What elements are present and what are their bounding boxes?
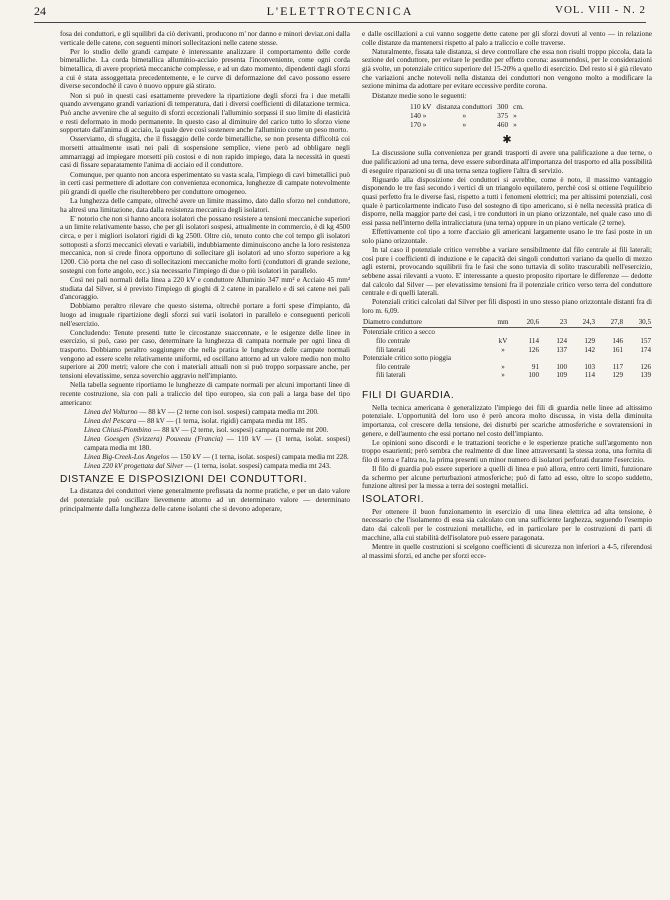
label-cell: distanza conduttori [436, 102, 493, 112]
row-label: fili laterali [376, 345, 406, 354]
row-label: filo centrale [376, 362, 411, 371]
table-cell: 103 [584, 362, 595, 371]
line-name: Linea del Volturno [84, 407, 138, 416]
section-separator-icon: ✱ [502, 133, 512, 146]
paragraph: Effettivamente col tipo a torre d'acciaio gli americani largamente usano le tre fasi poste in un solo piano orizzontale. [362, 228, 652, 245]
table-cell: 129 [584, 336, 595, 345]
critical-potential-table [362, 318, 652, 380]
right-column [362, 30, 652, 561]
table-cell: 157 [640, 336, 651, 345]
diam-value: 23 [540, 318, 568, 328]
table-cell: 124 [556, 336, 567, 345]
paragraph: Distanze medie sono le seguenti: [372, 91, 467, 100]
paragraph: Riguardo alla disposizione dei conduttori si avrebbe, come è noto, il massimo vantaggio disponendo le tre fasi secondo i vertici di un triangolo equilatero, perchè così si ottiene l'equilibrio quasi perfetto fra le diverse fasi, rispetto a tutti i fenomeni elettrici; ma per altissimi potenziali, così quale è particolarmente indicato l'uso del sostegno di tipo americano, si è nella necessità pratica di disporre, nella maggior parte dei casi, i tre conduttori in un piano orizzontale, nel quale caso uno di essi passa nell'interno della intralicciatura (una terna) oppure in un piano verticale (2 terne). [362, 175, 652, 228]
line-detail: — 150 kV — (1 terna, isolat. sospesi) campata media mt 228. [169, 453, 349, 461]
paragraph: Così nei pali normali della linea a 220 kV e conduttore Alluminio 347 mm² e Acciaio 45 mm² studiata dal Silver, si è previsto l'impiego di gioghi di 2 catene in parallelo e di sei catene nei pali d'ancoraggio. [60, 275, 350, 302]
table-cell: 100 [528, 371, 539, 380]
paragraph: Mentre in quelle costruzioni si scelgono coefficienti di sicurezza non inferiori a 4-5, riferendosi al massimi sforzi, ed anche per sforzi ecce- [362, 542, 652, 560]
line-item [60, 408, 350, 417]
line-detail: — 88 kV — (2 terne, isol. sospesi) campata normale mt 200. [151, 426, 329, 435]
unit-cell: » [513, 111, 517, 121]
paragraph: Naturalmente, fissata tale distanza, si deve controllare che essa non risulti troppo piccola, data la sezione del conduttore, per evitare le perdite per effetto corona: assumendosi, per le considerazioni già svolte, un potenziale critico superiore del 15-20% a quello di esercizio. Del resto si è già rilevato che variazioni anche notevoli nella distanza dei conduttori non vengono molto a modificare la sezione minima da adottare per evitare eccessive perdite corona. [362, 47, 652, 91]
table-cell: 142 [584, 345, 595, 354]
paragraph: Nella tecnica americana è generalizzato l'impiego dei fili di guardia nelle linee ad altissimo potenziale. L'opportunità del loro uso è però ancora molto discussa, in vista della diminuita importanza, col crescere della tensione, dei disturbi per scariche atmosferiche e sovratensioni in genere, e dell'aumento che essi portano nel costo dell'impianto. [362, 403, 652, 438]
line-detail: — 110 kV — (1 terna, isolat. sospesi) campata media mt 180. [84, 435, 350, 452]
paragraph: fosa dei conduttori, e gli squilibri da ciò derivanti, producono m' nor danno e minori deviaz.oni dalla verticale delle catene, con seguenti minori sollecitazioni nelle catene stesse. [60, 30, 350, 47]
kv-cell: 110 kV [410, 102, 432, 112]
table-cell: 109 [556, 371, 567, 380]
table-cell: 146 [612, 336, 623, 345]
diam-unit: mm [494, 318, 512, 328]
row-label: filo centrale [376, 336, 411, 345]
paragraph: La discussione sulla convenienza per grandi trasporti di avere una palificazione a due terne, o due palificazioni ad una terna, deve essere subordinata all'importanza del trasporto ed alla possibilità di eseguire riparazioni su di una terna senza togliere l'altra di servizio. [362, 149, 652, 175]
table-row [362, 363, 652, 372]
table-cell: 161 [612, 345, 623, 354]
page-header [34, 4, 646, 22]
line-name: Linea 220 kV progettata dal Silver [84, 462, 184, 471]
table-cell: 129 [612, 371, 623, 380]
table-cell: 139 [640, 371, 651, 380]
label-cell: » [462, 111, 467, 121]
table-cell: 114 [584, 371, 595, 380]
paragraph: La distanza dei conduttori viene generalmente prefissata da norme pratiche, e per un dato valore del potenziale può oscillare lievemente attorno ad un determinato valore — determinato principalmente dalla lunghezza delle catene isolanti che si devono adoperare, [60, 487, 350, 513]
group-label: Potenziale critico a secco [363, 328, 435, 337]
table-cell: 126 [640, 362, 651, 371]
table-cell: 91 [531, 362, 539, 371]
table-cell: 100 [556, 362, 567, 371]
table-cell: 174 [640, 345, 651, 354]
line-item [60, 435, 350, 452]
paragraph: e dalle oscillazioni a cui vanno soggette dette catene per gli sforzi dovuti al vento — in relazione colle distanze da mantenersi rispetto al palo a traliccio e colle traverse. [362, 30, 652, 47]
diam-label: Diametro conduttore [362, 318, 494, 328]
table-row [362, 346, 652, 355]
table-cell: 126 [528, 345, 539, 354]
table-cell: 114 [528, 336, 539, 345]
section-heading-distanze: DISTANZE E DISPOSIZIONI DEI CONDUTTORI. [60, 473, 308, 485]
distance-row [410, 103, 529, 112]
kv-cell: 140 » [410, 111, 427, 121]
paragraph: Nella tabella seguente riportiamo le lunghezze di campate normali per alcuni importanti linee di recente costruzione, sia con pali a traliccio del tipo europeo, sia con pali a larga base del tipo americano: [60, 381, 350, 407]
journal-title: L'ELETTROTECNICA [266, 4, 414, 18]
paragraph: In tal caso il potenziale critico verrebbe a variare sensibilmente dal filo centrale ai fili laterali; così pure i coefficienti di induzione e le capacità dei singoli conduttori variano da quello di mezzo agli esterni, provocando squilibrii fra le fasi che sono tuttavia di solito trascurabili nell'esercizio, sebbene assai rilevanti a vuoto. E' interessante a questo proposito riportare le differenze — dedotte dal calcolo dal Silver — per elevatissime tensioni fra il potenziale critico verso terra del conduttore centrale e di quelli laterali. [362, 246, 652, 298]
paragraph: Osserviamo, di sfuggita, che il fissaggio delle corde bimetalliche, se non presenta difficoltà coi morsetti attualmente usati nei pali di sospensione semplice, viene però ad obbligare negli ammarraggi ad impiegare morsetti più costosi e di non rapido impiego, data la necessità in questi casi di fissare separatamente l'anima di acciaio ed il conduttore. [60, 135, 350, 170]
paragraph: Comunque, per quanto non ancora esperimentato su vasta scala, l'impiego di cavi bimetallici può in certi casi permettere di adottare con convenienza economica, lunghezze di campate notevolmente più grandi di quelle che risulterebbero per conduttore omogeneo. [60, 170, 350, 196]
line-name: Linea Goesgen (Svizzera) Pouxeau (Francia) [84, 435, 223, 444]
line-list [60, 408, 350, 471]
table-row [362, 371, 652, 380]
paragraph: Non si può in questi casi esattamente prevedere la ripartizione degli sforzi fra i due metalli quando avvengano grandi variazioni di temperatura, dati i diversi coefficienti di dilatazione termica. Può anche avvenire che al seguito di sforzi eccezionali l'alluminio sorpassi il suo limite di elasticità e resti deformato in modo permanente. In questo caso al diminuire del carico tutto lo sforzo viene sopportato dall'anima di acciaio, la quale deve così sostenere anche l'alluminio come un peso morto. [60, 91, 350, 135]
group-label: Potenziale critico sotto pioggia [363, 354, 452, 363]
line-item [60, 426, 350, 435]
label-cell: » [462, 119, 467, 129]
row-unit: » [501, 362, 505, 371]
paragraph: La lunghezza delle campate, oltreché avere un limite massimo, dato dallo sforzo nel conduttore, ha altresì una limitazione, data dalla resistenza meccanica degli isolatori. [60, 196, 350, 214]
table-cell: 117 [612, 362, 623, 371]
table-group-row [362, 354, 652, 363]
cm-cell: 460 [497, 119, 509, 129]
left-column [60, 30, 350, 514]
paragraph: Le opinioni sono discordi e le trattazioni teoriche e le esperienze pratiche sull'argomento non troppo esaurienti; però sembra che realmente di due linee attraversanti la stessa zona, una fornita di filo di terra e l'altra no, la prima presenti un minor numero di isolatori perforati durante l'esercizio. [362, 438, 652, 465]
paragraph: Dobbiamo peraltro rilevare che questo sistema, oltrechè portare a forti spese d'impianto, dà luogo ad inuguale ripartizione degli sforzi sui varii isolatori in parallelo e conseguenti pericoli nell'esercizio. [60, 302, 350, 328]
line-item [60, 417, 350, 426]
section-heading-fili: FILI DI GUARDIA. [362, 389, 455, 401]
diam-value: 24,3 [568, 318, 596, 328]
row-unit: kV [498, 336, 508, 345]
unit-cell: » [513, 119, 517, 129]
cm-cell: 300 [497, 102, 509, 112]
line-item [60, 453, 350, 462]
line-name: Linea Chiusi-Piombino [84, 426, 152, 435]
row-unit: » [501, 345, 505, 354]
distance-row [410, 121, 529, 130]
table-cell: 137 [556, 345, 567, 354]
paragraph: Per ottenere il buon funzionamento in esercizio di una linea elettrica ad alta tensione, è necessario che l'isolamento di essa sia calcolato con una sufficiente larghezza, seguendo l'esempio dato dai calcoli per le costruzioni metalliche, ed in particolare per le costruzioni di parti di macchine, alla cui stabilità dell'isolatore può essere paragonata. [362, 507, 652, 542]
row-unit: » [501, 371, 505, 380]
line-name: Linea Big-Creek-Los Angelos [84, 453, 170, 461]
table-row [362, 337, 652, 346]
line-detail: — 88 kV — (1 terna, isolat. rigidi) campata media mt 185. [136, 416, 308, 425]
cm-cell: 375 [497, 111, 509, 121]
line-item [60, 462, 350, 471]
section-heading-isolatori: ISOLATORI. [362, 494, 425, 506]
distances-table [410, 103, 529, 129]
table-header-row [362, 318, 652, 328]
paragraph: E' notorio che non si hanno ancora isolatori che possano resistere a tensioni meccaniche superiori a un limite relativamente basso, che per gli isolatori sospesi, attualmente in commercio, è di kg 4500 circa, e per i migliori isolatori rigidi di kg 2500. Oltre ciò, tenuto conto che col tempo gli isolatori sottoposti a sforzi meccanici elevati e variabili, indubbiamente diminuiscono anche la loro resistenza meccanica, non si crede finora opportuno di sollecitare gli isolatori ad uno sforzo superiore a kg 1200. Ciò porta che nel caso di sollecitazioni meccaniche molto forti (conduttori di grande sezione, sostegni con forte angolo, ecc.) sia necessario l'impiego di due o più isolatori in parallelo. [60, 214, 350, 275]
header-rule [34, 22, 646, 23]
volume-number: VOL. VIII - N. 2 [555, 4, 646, 16]
diam-value: 30,5 [624, 318, 652, 328]
paragraph: Il filo di guardia può essere superiore a quelli di linea e può allora, entro certi limiti, funzionare da schermo per alcune perturbazioni atmosferiche; può di fatto ad esso, oltre lo scopo suddetto, funzione altresì per la messa a terra dei sostegni metallici. [362, 465, 652, 491]
line-name: Linea del Pescara [84, 416, 137, 425]
diam-value: 27,8 [596, 318, 624, 328]
unit-cell: cm. [513, 102, 524, 112]
row-label: fili laterali [376, 371, 406, 380]
table-group-row [362, 328, 652, 337]
page-number: 24 [34, 4, 46, 18]
line-detail: — (1 terna, isolat. sospesi) campata media mt 243. [183, 462, 331, 471]
table-caption: Potenziali critici calcolati dal Silver per fili disposti in uno stesso piano orizzontale distanti fra di loro m. 6,09. [362, 298, 652, 316]
diam-value: 20,6 [512, 318, 540, 328]
paragraph: Concludendo: Tenute presenti tutte le circostanze suaccennate, e le esigenze delle linee in esercizio, si può, caso per caso, determinare la lunghezza di campata normale per ogni linea di trasporto. Dobbiamo peraltro soggiungere che nella pratica le lunghezze delle campate normali vengono ad essere scelte relativamente uniformi, ed oscillano attorno ad un valore medio non molto superiore ai 200 metri; valore che con i materiali attuali non si può troppo sorpassare anche, per tensioni elevatissime, senza soverchio aggravio nell'impianto. [60, 328, 350, 381]
line-detail: — 88 kV — (2 terne con isol. sospesi) campata media mt 200. [137, 407, 319, 416]
distance-row [410, 112, 529, 121]
kv-cell: 170 » [410, 119, 427, 129]
paragraph: Per lo studio delle grandi campate è interessante analizzare il comportamento delle corde bimetalliche. La corda bimetallica alluminio-acciaio presenta l'inconveniente, come ogni corda bimetallica, di avere proprietà meccaniche complesse, e ad un dato momento, dipendenti dagli sforzi a cui è stata assoggettata precedentemente, e le curve di deformazione del cavo possono essere diverse secondochè il cavo è nuovo oppure già stirato. [60, 47, 350, 91]
